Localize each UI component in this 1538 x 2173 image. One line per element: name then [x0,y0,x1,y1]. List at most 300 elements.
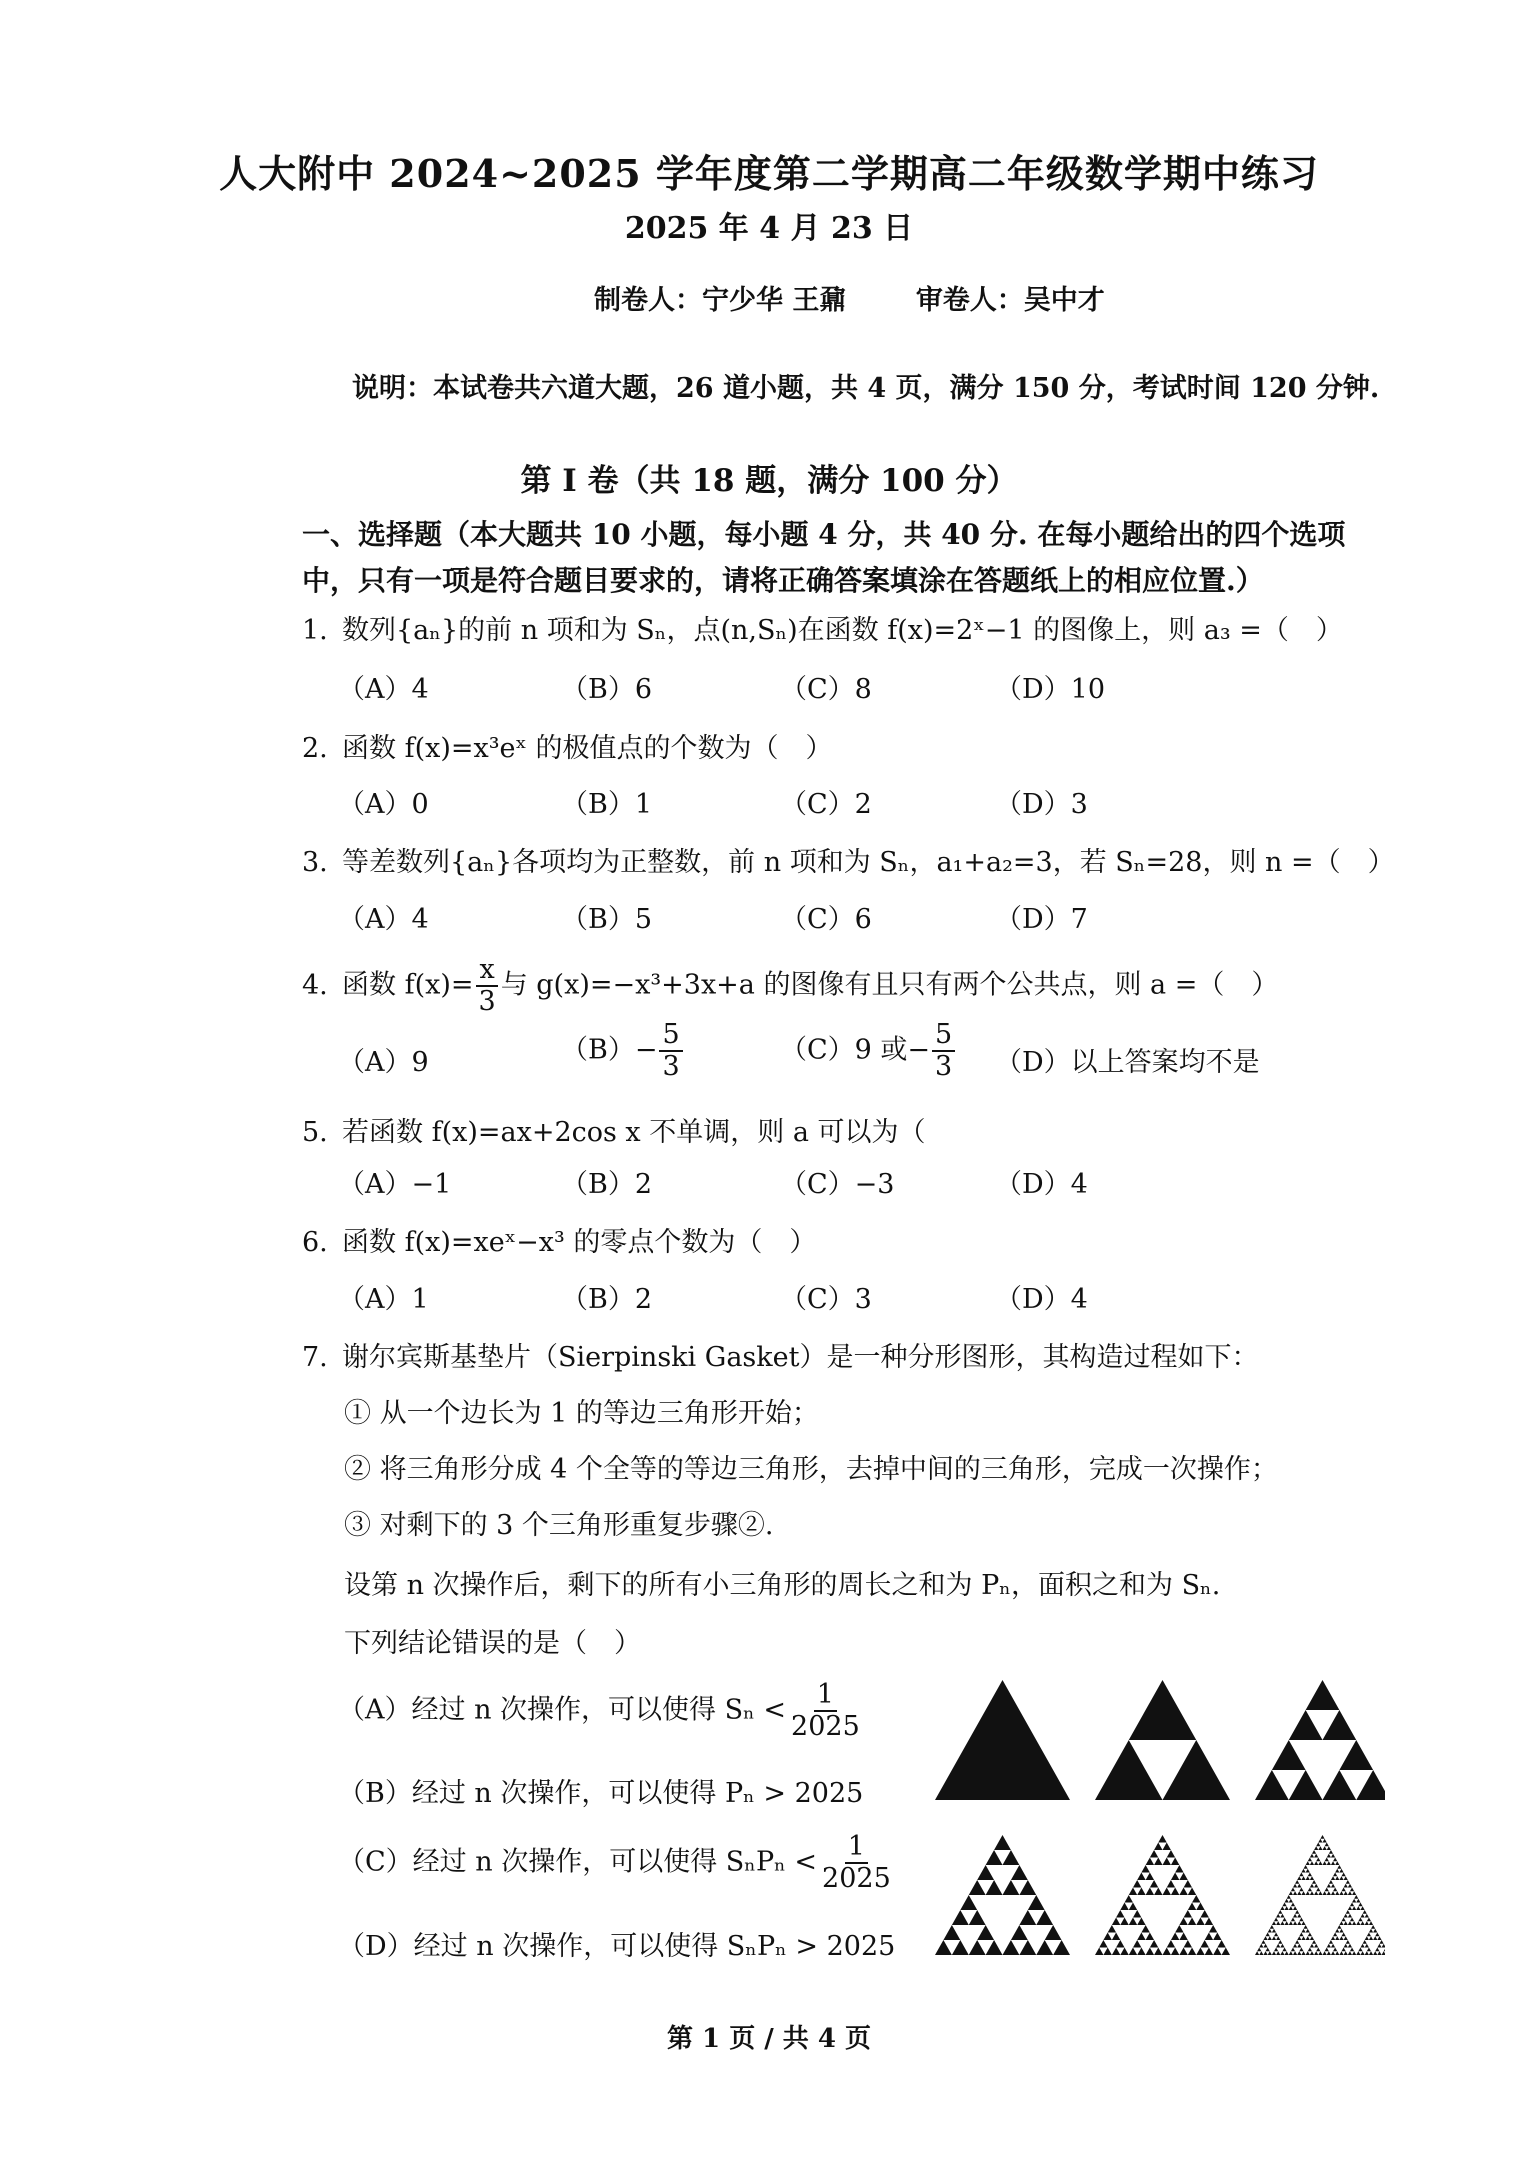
triangle-piece [1356,1770,1385,1800]
question-ask: 下列结论错误的是（ ） [344,1628,641,1659]
triangle-piece [1363,1910,1367,1914]
triangle-piece [1196,1918,1204,1926]
triangle-piece [1344,1944,1348,1948]
triangle-piece [1116,1910,1124,1918]
triangle-piece [1192,1895,1200,1903]
denominator: 3 [662,1051,680,1082]
triangle-piece [1293,1884,1297,1888]
option-text: （C）9 或− [780,1034,931,1066]
option-a: （A）0 [338,789,429,820]
sierpinski-gasket-figure [930,1675,1385,1965]
triangle-piece [1028,1895,1045,1910]
triangle-piece [1285,1951,1289,1955]
triangle-piece [1327,1944,1331,1948]
triangle-piece [952,1940,969,1955]
triangle-piece [1003,1880,1020,1895]
triangle-piece [1310,1861,1314,1865]
triangle-piece [1146,1873,1154,1881]
triangle-piece [1129,1903,1137,1911]
triangle-piece [1375,1948,1379,1952]
triangle-piece [1299,1933,1303,1937]
triangle-piece [1348,1914,1352,1918]
option-d: （D）以上答案均不是 [995,1047,1260,1078]
triangle-piece [1350,1948,1354,1952]
construction-step-3: ③ 对剩下的 3 个三角形重复步骤②. [344,1510,774,1541]
triangle-piece [1314,1891,1318,1895]
triangle-piece [1318,1951,1322,1955]
triangle-piece [1036,1910,1053,1925]
exam-instructions: 说明：本试卷共六道大题，26 道小题，共 4 页，满分 150 分，考试时间 120 分钟. [352,373,1380,404]
triangle-piece [1205,1948,1213,1956]
triangle-piece [1167,1940,1175,1948]
triangle-piece [1276,1944,1280,1948]
triangle-piece [1306,1936,1310,1940]
triangle-piece [1373,1951,1377,1955]
option-text: （B）− [561,1034,658,1066]
maker-text: 制卷人：宁少华 王鼐 [594,285,847,316]
question-7-stem [302,1335,1258,1374]
triangle-piece [1179,1918,1187,1926]
triangle-piece [1348,1906,1352,1910]
triangle-piece [1335,1936,1339,1940]
triangle-piece [1167,1880,1175,1888]
triangle-piece [1213,1933,1221,1941]
triangle-piece [1312,1850,1316,1854]
question-1-stem [302,608,1343,647]
numerator: x [476,955,497,987]
triangle-piece [1120,1903,1128,1911]
triangle-piece [1280,1914,1284,1918]
triangle-piece [1196,1948,1204,1956]
triangle-piece [1175,1925,1183,1933]
option-a [338,1680,865,1742]
question-number: 4. [302,969,328,1001]
numerator: 5 [932,1020,955,1052]
triangle-piece [1325,1888,1329,1892]
triangle-piece [1268,1936,1272,1940]
triangle-piece [1339,1869,1343,1873]
option-d: （D）7 [995,904,1088,935]
triangle-piece [1333,1933,1337,1937]
triangle-piece [1289,1770,1323,1800]
triangle-piece [1196,1903,1204,1911]
triangle-piece [1045,1925,1062,1940]
triangle-piece [1280,1921,1284,1925]
triangle-piece [1323,1839,1327,1843]
triangle-piece [1310,1891,1314,1895]
triangle-piece [1188,1888,1196,1896]
triangle-piece [1200,1940,1208,1948]
triangle-piece [1289,1921,1293,1925]
triangle-piece [1310,1854,1314,1858]
triangle-piece [1365,1936,1369,1940]
triangle-piece [1011,1925,1028,1940]
triangle-piece [1188,1918,1196,1926]
triangle-piece [1377,1951,1381,1955]
triangle-piece [1331,1884,1335,1888]
triangle-piece [1289,1951,1293,1955]
triangle-piece [1108,1925,1116,1933]
triangle-piece [1280,1951,1284,1955]
sierpinski-iteration-1 [1095,1680,1230,1800]
triangle-piece [1358,1903,1362,1907]
triangle-piece [1346,1910,1350,1914]
question-number: 1. [302,615,328,646]
question-text-post: 与 g(x)=−x³+3x+a 的图像有且只有两个公共点，则 a =（ ） [500,969,1279,1001]
option-b: （B）5 [561,904,653,935]
triangle-piece [1129,1918,1137,1926]
triangle-piece [1318,1846,1322,1850]
triangle-piece [1163,1843,1171,1851]
triangle-piece [1293,1914,1297,1918]
triangle-piece [1331,1944,1335,1948]
triangle-piece [1289,1906,1293,1910]
triangle-piece [1379,1940,1383,1944]
triangle-piece [1282,1918,1286,1922]
triangle-piece [1263,1951,1267,1955]
triangle-piece [1188,1948,1196,1956]
option-a: （A）4 [338,904,429,935]
question-5-stem [302,1110,926,1149]
triangle-piece [1297,1944,1301,1948]
triangle-piece [1339,1891,1343,1895]
triangle-piece [1356,1899,1360,1903]
triangle-piece [1175,1865,1183,1873]
triangle-piece [1125,1895,1133,1903]
triangle-piece [1369,1951,1373,1955]
triangle-piece [1308,1888,1312,1892]
triangle-piece [1266,1933,1270,1937]
triangle-piece [977,1865,994,1880]
triangle-piece [1335,1876,1339,1880]
triangle-piece [1329,1940,1333,1944]
option-text: （A）经过 n 次操作，可以使得 Sₙ < [338,1694,787,1726]
triangle-piece [1103,1933,1111,1941]
triangle-piece [1369,1936,1373,1940]
triangle-piece [1301,1929,1305,1933]
triangle-piece [1325,1948,1329,1952]
triangle-piece [1337,1925,1341,1929]
triangle-piece [1137,1933,1145,1941]
triangle-piece [1341,1873,1345,1877]
option-b: （B）经过 n 次操作，可以使得 Pₙ > 2025 [338,1778,864,1809]
triangle-piece [1184,1910,1192,1918]
triangle-piece [1299,1948,1303,1952]
triangle-piece [1354,1895,1358,1899]
triangle-piece [1163,1858,1171,1866]
triangle-piece [1306,1951,1310,1955]
triangle-piece [1301,1876,1305,1880]
triangle-piece [1367,1933,1371,1937]
triangle-piece [1314,1951,1318,1955]
triangle-piece [1337,1865,1341,1869]
triangle-piece [1301,1921,1305,1925]
triangle-piece [1335,1929,1339,1933]
triangle-piece [1129,1888,1137,1896]
triangle-piece [1297,1876,1301,1880]
triangle-piece [1320,1835,1324,1839]
triangle-piece [1312,1880,1316,1884]
triangle-piece [1358,1918,1362,1922]
construction-step-1: ① 从一个边长为 1 的等边三角形开始； [344,1398,819,1429]
triangle-piece [1333,1873,1337,1877]
question-number: 6. [302,1227,328,1258]
triangle-piece [1278,1910,1282,1914]
triangle-piece [1384,1948,1385,1952]
triangle-piece [1339,1936,1343,1940]
triangle-piece [1299,1873,1303,1877]
question-number: 3. [302,847,328,878]
triangle-piece [969,1940,986,1955]
exam-title: 人大附中 2024~2025 学年度第二学期高二年级数学期中练习 [219,151,1319,196]
part-heading: 一、选择题（本大题共 10 小题，每小题 4 分，共 40 分. 在每小题给出的四个选项中，只有一项是符合题目要求的，请将正确答案填涂在答题纸上的相应位置.） [302,518,1346,597]
triangle-piece [1297,1921,1301,1925]
triangle-piece [1333,1888,1337,1892]
option-d: （D）10 [995,674,1106,705]
triangle-piece [1314,1944,1318,1948]
question-setup: 设第 n 次操作后，剩下的所有小三角形的周长之和为 Pₙ，面积之和为 Sₙ. [344,1570,1221,1601]
option-a: （A）1 [338,1284,429,1315]
option-d: （D）4 [995,1284,1088,1315]
triangle-piece [1295,1880,1299,1884]
triangle-piece [1289,1891,1293,1895]
triangle-piece [1310,1876,1314,1880]
triangle-piece [1367,1948,1371,1952]
option-c: （C）2 [780,789,872,820]
triangle-piece [1352,1906,1356,1910]
triangle-piece [1299,1918,1303,1922]
triangle-piece [1188,1903,1196,1911]
triangle-piece [1314,1861,1318,1865]
triangle-piece [960,1895,977,1910]
triangle-piece [1346,1940,1350,1944]
triangle-piece [1163,1948,1171,1956]
triangle-piece [1297,1891,1301,1895]
triangle-piece [1348,1951,1352,1955]
triangle-piece [1360,1921,1364,1925]
triangle-piece [1278,1940,1282,1944]
triangle-piece [1331,1891,1335,1895]
option-b: （B）1 [561,789,653,820]
triangle-piece [1276,1921,1280,1925]
triangle-piece [1352,1899,1356,1903]
triangle-piece [1323,1951,1327,1955]
triangle-piece [986,1880,1003,1895]
triangle-piece [1272,1929,1276,1933]
triangle-piece [1350,1918,1354,1922]
fraction [788,1680,863,1742]
triangle-piece [1350,1903,1354,1907]
triangle-piece [1360,1906,1364,1910]
triangle-piece [1344,1914,1348,1918]
triangle-piece [1331,1951,1335,1955]
triangle-piece [1141,1865,1149,1873]
triangle-piece [1306,1891,1310,1895]
triangle-piece [1259,1944,1263,1948]
question-text: 谢尔宾斯基垫片（Sierpinski Gasket）是一种分形图形，其构造过程如下： [342,1342,1259,1373]
triangle-piece [986,1940,1003,1955]
triangle-piece [1003,1940,1020,1955]
triangle-piece [1371,1925,1375,1929]
triangle-piece [977,1925,994,1940]
triangle-piece [1339,1740,1373,1770]
triangle-piece [1120,1918,1128,1926]
triangle-piece [1356,1906,1360,1910]
triangle-piece [1341,1888,1345,1892]
triangle-piece [1341,1948,1345,1952]
denominator: 3 [935,1051,953,1082]
triangle-piece [1297,1914,1301,1918]
triangle-piece [1352,1951,1356,1955]
triangle-piece [1205,1918,1213,1926]
triangle-piece [1222,1948,1230,1956]
triangle-piece [1306,1861,1310,1865]
triangle-piece [1263,1936,1267,1940]
triangle-piece [1367,1918,1371,1922]
triangle-piece [1344,1884,1348,1888]
triangle-piece [1341,1933,1345,1937]
triangle-piece [1365,1914,1369,1918]
triangle-piece [935,1940,952,1955]
triangle-piece [1289,1899,1293,1903]
triangle-piece [1323,1846,1327,1850]
triangle-piece [1360,1944,1364,1948]
triangle-piece [1360,1951,1364,1955]
triangle-piece [1184,1880,1192,1888]
triangle-piece [1327,1951,1331,1955]
triangle-piece [1356,1951,1360,1955]
triangle-piece [1314,1854,1318,1858]
triangle-piece [1327,1861,1331,1865]
triangle-piece [1308,1948,1312,1952]
triangle-piece [1331,1876,1335,1880]
triangle-piece [1344,1921,1348,1925]
triangle-piece [1276,1936,1280,1940]
triangle-piece [1339,1876,1343,1880]
triangle-piece [1276,1914,1280,1918]
triangle-piece [1306,1869,1310,1873]
question-text: 数列{aₙ}的前 n 项和为 Sₙ，点(n,Sₙ)在函数 f(x)=2ˣ−1 的图像上，则 a₃ =（ ） [342,615,1343,646]
triangle-piece [1331,1854,1335,1858]
triangle-piece [1344,1891,1348,1895]
triangle-piece [1344,1951,1348,1955]
triangle-piece [1316,1843,1320,1847]
section-title: 第 I 卷（共 18 题，满分 100 分） [520,463,1018,499]
sierpinski-iteration-0 [935,1680,1070,1800]
triangle-piece [1171,1873,1179,1881]
question-number: 7. [302,1342,328,1373]
triangle-piece [1280,1906,1284,1910]
triangle-piece [1312,1940,1316,1944]
triangle-piece [1282,1948,1286,1952]
triangle-piece [1335,1891,1339,1895]
triangle-piece [943,1925,960,1940]
triangle-piece [1112,1933,1120,1941]
triangle-piece [1323,1770,1357,1800]
triangle-piece [1154,1843,1162,1851]
triangle-piece [1099,1940,1107,1948]
triangle-piece [1141,1925,1149,1933]
triangle-piece [1274,1933,1278,1937]
triangle-piece [1308,1858,1312,1862]
option-b: （B）2 [561,1169,653,1200]
triangle-piece [1287,1895,1291,1899]
triangle-piece [1316,1858,1320,1862]
triangle-piece [1213,1948,1221,1956]
triangle-piece [1146,1888,1154,1896]
triangle-piece [1266,1948,1270,1952]
triangle-piece [1120,1948,1128,1956]
triangle-piece [1150,1880,1158,1888]
option-d: （D）4 [995,1169,1088,1200]
triangle-piece [1308,1873,1312,1877]
triangle-piece [1335,1869,1339,1873]
triangle-piece [1297,1936,1301,1940]
triangle-piece [1154,1858,1162,1866]
question-4-stem [302,955,1278,1017]
triangle-piece [1325,1843,1329,1847]
triangle-piece [1171,1888,1179,1896]
triangle-piece [1163,1740,1231,1800]
triangle-piece [1297,1884,1301,1888]
triangle-piece [1293,1891,1297,1895]
triangle-piece [1179,1948,1187,1956]
triangle-piece [1304,1865,1308,1869]
triangle-piece [1282,1903,1286,1907]
triangle-piece [1306,1876,1310,1880]
triangle-piece [1167,1850,1175,1858]
option-b [561,1020,685,1082]
triangle-piece [1154,1948,1162,1956]
triangle-piece [1365,1944,1369,1948]
option-c: （C）−3 [780,1169,895,1200]
triangle-piece [1129,1948,1137,1956]
triangle-piece [1112,1948,1120,1956]
triangle-piece [1217,1940,1225,1948]
sierpinski-iteration-2 [1255,1680,1385,1800]
triangle-piece [1276,1951,1280,1955]
option-c [780,1020,957,1082]
triangle-piece [1323,1710,1357,1740]
triangle-piece [1129,1680,1197,1740]
triangle-piece [1365,1921,1369,1925]
numerator: 5 [659,1020,682,1052]
triangle-piece [1314,1884,1318,1888]
option-a: （A）9 [338,1047,429,1078]
triangle-piece [1329,1850,1333,1854]
triangle-piece [1377,1936,1381,1940]
triangle-piece [1272,1936,1276,1940]
sierpinski-iteration-3 [935,1835,1070,1955]
triangle-piece [1146,1933,1154,1941]
option-d: （D）经过 n 次操作，可以使得 SₙPₙ > 2025 [338,1931,896,1962]
option-d: （D）3 [995,789,1088,820]
triangle-piece [1274,1918,1278,1922]
triangle-piece [1285,1899,1289,1903]
triangle-piece [1310,1944,1314,1948]
triangle-piece [994,1835,1011,1850]
triangle-piece [1285,1921,1289,1925]
triangle-piece [1344,1876,1348,1880]
triangle-piece [1358,1948,1362,1952]
triangle-piece [1184,1940,1192,1948]
triangle-piece [1133,1880,1141,1888]
triangle-piece [1291,1903,1295,1907]
triangle-piece [1137,1873,1145,1881]
triangle-piece [1280,1944,1284,1948]
triangle-piece [1373,1936,1377,1940]
triangle-piece [1318,1861,1322,1865]
